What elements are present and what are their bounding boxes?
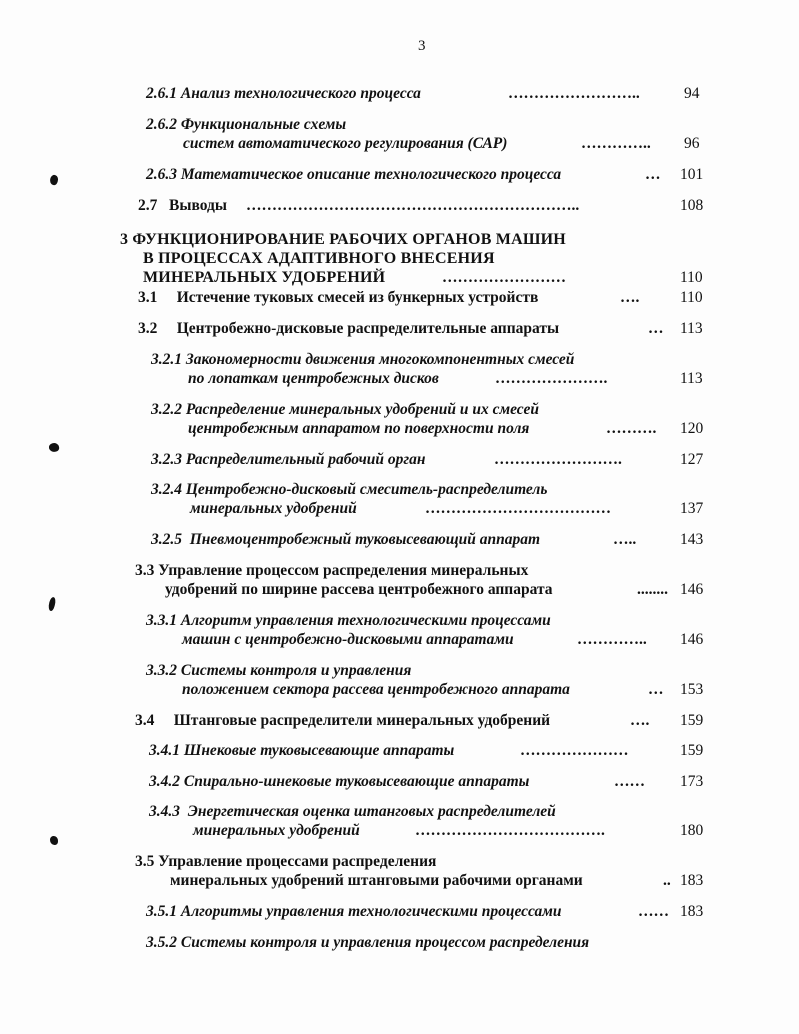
toc-entry-3-3-1: [146, 612, 551, 630]
toc-entry-title: Функциональные схемы: [180, 116, 347, 133]
toc-entry-2-6-1: [146, 85, 421, 103]
toc-entry-number: 3.1: [138, 289, 158, 306]
toc-entry-title-continued: положением сектора рассева центробежного аппарата: [182, 681, 570, 698]
toc-entry-3-3: [135, 562, 528, 580]
toc-entry-leader-dots: ………………………………………………………..: [246, 197, 580, 214]
page-number: 3: [418, 38, 426, 54]
toc-entry-leader-dots: ………………………………: [425, 500, 611, 517]
toc-entry-3-2: [138, 320, 559, 338]
toc-entry-number: 3.2.4: [151, 481, 182, 498]
toc-entry-title: Системы контроля и управления: [180, 662, 412, 679]
toc-entry-title-continued: систем автоматического регулирования (САР): [183, 135, 508, 152]
toc-entry-number: 3.3.2: [146, 662, 177, 679]
toc-entry-title-continued: минеральных удобрений: [193, 822, 360, 839]
toc-entry-title: Управление процессом распределения минеральных: [158, 562, 529, 579]
toc-entry-page: 180: [680, 822, 704, 839]
toc-entry-title-continued: по лопаткам центробежных дисков: [188, 370, 439, 387]
toc-entry-2-7: [138, 197, 227, 215]
toc-entry-leader-dots: ……….: [606, 420, 657, 437]
toc-entry-page: 96: [684, 135, 700, 152]
toc-entry-3-4-3: [149, 803, 556, 821]
toc-entry-leader-dots: …..: [613, 531, 637, 548]
toc-entry-number: 3.4.3: [149, 803, 180, 820]
toc-entry-title: Распределительный рабочий орган: [185, 451, 426, 468]
toc-entry-leader-dots: ….: [630, 712, 650, 729]
toc-entry-page: 183: [680, 872, 704, 889]
toc-entry-3-5-1: [146, 903, 562, 921]
toc-entry-3-2-1: [151, 351, 574, 369]
toc-entry-3-1: [138, 289, 538, 307]
toc-entry-page: 120: [680, 420, 704, 437]
toc-entry-3-2-2: [151, 401, 539, 419]
toc-entry-leader-dots: …: [648, 681, 664, 698]
toc-entry-2-6-2: [146, 116, 346, 134]
toc-entry-page: 153: [680, 681, 704, 698]
toc-entry-page: 137: [680, 500, 704, 517]
toc-entry-page: 94: [684, 85, 700, 102]
toc-entry-leader-dots: ……………………………….: [415, 822, 605, 839]
toc-entry-title: Распределение минеральных удобрений и их смесей: [185, 401, 539, 418]
toc-entry-title-continued: минеральных удобрений штанговыми рабочими органами: [170, 872, 583, 889]
scan-speck-mark: [48, 442, 60, 453]
toc-entry-3-5-2: [146, 934, 589, 952]
toc-entry-title: Спирально-шнековые туковысевающие аппараты: [183, 773, 530, 790]
toc-entry-leader-dots: ………………….: [495, 370, 608, 387]
toc-entry-title: Математическое описание технологического процесса: [180, 166, 562, 183]
toc-entry-title-continued: В ПРОЦЕССАХ АДАПТИВНОГО ВНЕСЕНИЯ: [143, 250, 495, 267]
toc-entry-number: 3.2.2: [151, 401, 182, 418]
toc-entry-leader-dots: …: [645, 166, 661, 183]
toc-entry-page: 143: [680, 531, 704, 548]
toc-entry-page: 146: [680, 581, 704, 598]
toc-entry-3-2-3: [151, 451, 425, 469]
toc-entry-title: Выводы: [169, 197, 227, 214]
toc-entry-leader-dots: ..: [663, 872, 671, 889]
toc-entry-title: ФУНКЦИОНИРОВАНИЕ РАБОЧИХ ОРГАНОВ МАШИН: [132, 231, 566, 248]
toc-entry-title: Шнековые туковысевающие аппараты: [183, 742, 455, 759]
toc-entry-title-continued: машин с центробежно-дисковыми аппаратами: [182, 631, 514, 648]
toc-entry-leader-dots: ........: [637, 581, 668, 598]
toc-entry-title: Центробежно-дисковый смеситель-распределитель: [185, 481, 548, 498]
scan-speck-mark: [50, 836, 58, 845]
toc-entry-page: 110: [680, 269, 703, 286]
toc-entry-leader-dots: …………..: [577, 631, 647, 648]
toc-entry-3-4: [135, 712, 550, 730]
toc-entry-page: 110: [680, 289, 703, 306]
toc-entry-title-continued: минеральных удобрений: [190, 500, 357, 517]
toc-entry-number: 2.6.3: [146, 166, 177, 183]
toc-entry-page: 159: [680, 742, 704, 759]
toc-entry-leader-dots: ……: [638, 903, 669, 920]
toc-entry-page: 146: [680, 631, 704, 648]
toc-entry-number: 3: [120, 231, 129, 248]
toc-entry-number: 3.3.1: [146, 612, 177, 629]
toc-entry-3-3-2: [146, 662, 411, 680]
scan-speck-mark: [49, 174, 60, 186]
toc-entry-title: Управление процессами распределения: [158, 853, 437, 870]
toc-entry-leader-dots: …: [648, 320, 664, 337]
toc-entry-number: 3.5.2: [146, 934, 177, 951]
toc-entry-page: 113: [680, 320, 703, 337]
toc-entry-page: 159: [680, 712, 704, 729]
toc-entry-title-continued: удобрений по ширине рассева центробежного аппарата: [165, 581, 553, 598]
toc-entry-number: 3.2.1: [151, 351, 182, 368]
toc-entry-title-continued: МИНЕРАЛЬНЫХ УДОБРЕНИЙ: [143, 269, 386, 286]
toc-entry-title: Центробежно-дисковые распределительные аппараты: [176, 320, 560, 337]
toc-entry-2-6-3: [146, 166, 561, 184]
toc-entry-page: 127: [680, 451, 704, 468]
toc-entry-page: 183: [680, 903, 704, 920]
toc-entry-title: Истечение туковых смесей из бункерных устройств: [176, 289, 539, 306]
toc-entry-number: 2.6.2: [146, 116, 177, 133]
toc-entry-3-2-4: [151, 481, 547, 499]
toc-entry-leader-dots: ….: [620, 289, 640, 306]
toc-entry-page: 173: [680, 773, 704, 790]
toc-entry-3-2-5: [151, 531, 540, 549]
toc-entry-number: 3.4.1: [149, 742, 180, 759]
toc-entry-number: 3.2: [138, 320, 158, 337]
toc-entry-leader-dots: ……………………: [442, 269, 566, 286]
toc-entry-title: Закономерности движения многокомпонентных смесей: [185, 351, 575, 368]
toc-entry-number: 3.4: [135, 712, 155, 729]
toc-entry-page: 108: [680, 197, 704, 214]
toc-entry-leader-dots: ……………………..: [508, 85, 640, 102]
toc-entry-title: Штанговые распределители минеральных удобрений: [173, 712, 551, 729]
toc-entry-leader-dots: …………………….: [494, 451, 622, 468]
toc-entry-number: 3.5.1: [146, 903, 177, 920]
toc-entry-leader-dots: …………………: [520, 742, 629, 759]
toc-entry-leader-dots: ……: [614, 773, 645, 790]
toc-entry-number: 3.5: [135, 853, 155, 870]
toc-entry-number: 3.2.5: [151, 531, 182, 548]
toc-entry-title: Энергетическая оценка штанговых распределителей: [187, 803, 556, 820]
toc-entry-number: 3.2.3: [151, 451, 182, 468]
toc-entry-number: 3.4.2: [149, 773, 180, 790]
toc-entry-title: Пневмоцентробежный туковысевающий аппарат: [189, 531, 541, 548]
toc-entry-page: 101: [680, 166, 704, 183]
toc-entry-3-4-1: [149, 742, 454, 760]
toc-entry-title: Анализ технологического процесса: [180, 85, 421, 102]
toc-entry-title: Системы контроля и управления процессом распределения: [180, 934, 590, 951]
toc-entry-title: Алгоритм управления технологическими процессами: [180, 612, 551, 629]
toc-chapter-3: [120, 231, 566, 249]
toc-entry-title-continued: центробежным аппаратом по поверхности поля: [188, 420, 530, 437]
toc-entry-page: 113: [680, 370, 703, 387]
toc-entry-leader-dots: …………..: [581, 135, 651, 152]
scan-speck-mark: [47, 596, 56, 611]
toc-entry-number: 3.3: [135, 562, 155, 579]
toc-entry-3-4-2: [149, 773, 529, 791]
toc-entry-title: Алгоритмы управления технологическими процессами: [180, 903, 562, 920]
toc-entry-number: 2.7: [138, 197, 158, 214]
toc-entry-number: 2.6.1: [146, 85, 177, 102]
toc-entry-3-5: [135, 853, 436, 871]
